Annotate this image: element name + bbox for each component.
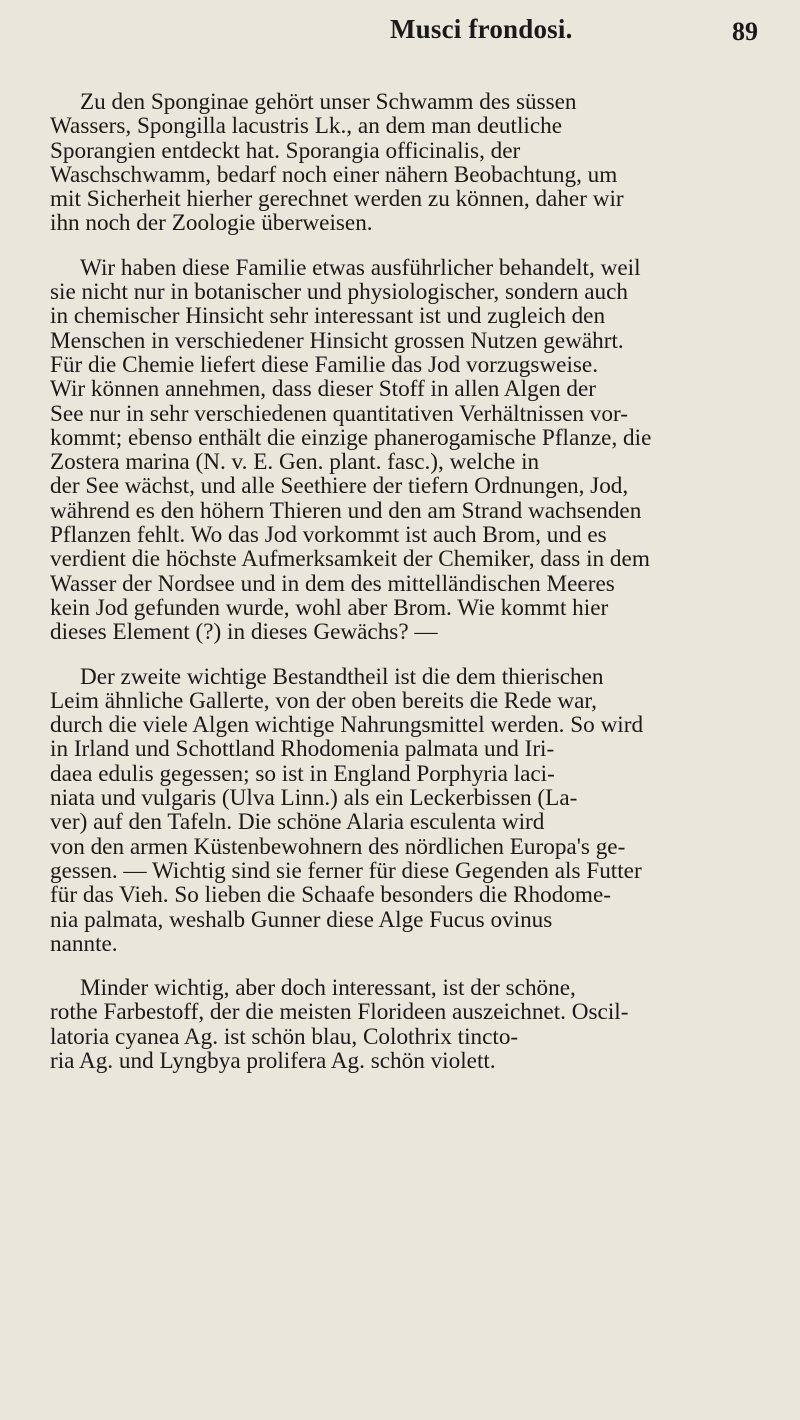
text-line: Menschen in verschiedener Hinsicht grossen Nutzen gewährt. xyxy=(50,327,624,354)
paragraph-gallerte xyxy=(50,665,786,957)
running-title: Musci frondosi. xyxy=(390,14,573,44)
text-line: niata und vulgaris (Ulva Linn.) als ein Leckerbissen (La- xyxy=(50,785,578,812)
text-line: dieses Element (?) in dieses Gewächs? — xyxy=(50,619,438,646)
body-text xyxy=(50,90,786,1073)
page-number: 89 xyxy=(732,17,758,46)
text-line: in Irland und Schottland Rhodomenia palmata und Iri- xyxy=(50,736,555,763)
paragraph-farbestoff xyxy=(50,976,786,1073)
text-line: ria Ag. und Lyngbya prolifera Ag. schön violett. xyxy=(50,1047,496,1074)
text-line: See nur in sehr verschiedenen quantitativen Verhältnissen vor- xyxy=(50,400,628,427)
text-line: gessen. — Wichtig sind sie ferner für diese Gegenden als Futter xyxy=(50,857,642,884)
text-line: latoria cyanea Ag. ist schön blau, Colothrix tincto- xyxy=(50,1023,519,1050)
text-line: rothe Farbestoff, der die meisten Florideen auszeichnet. Oscil- xyxy=(50,999,629,1026)
text-line: Wasser der Nordsee und in dem des mittelländischen Meeres xyxy=(50,570,615,597)
text-line: ver) auf den Tafeln. Die schöne Alaria esculenta wird xyxy=(50,809,545,836)
text-line: Waschschwamm, bedarf noch einer nähern Beobachtung, um xyxy=(50,161,618,188)
text-line: kommt; ebenso enthält die einzige phanerogamische Pflanze, die xyxy=(50,424,652,451)
text-line: durch die viele Algen wichtige Nahrungsmittel werden. So wird xyxy=(50,712,644,739)
text-line: mit Sicherheit hierher gerechnet werden zu können, daher wir xyxy=(50,186,624,213)
text-line: in chemischer Hinsicht sehr interessant ist und zugleich den xyxy=(50,303,606,330)
text-line: Für die Chemie liefert diese Familie das Jod vorzugsweise. xyxy=(50,351,598,378)
text-line: Pflanzen fehlt. Wo das Jod vorkommt ist auch Brom, und es xyxy=(50,522,607,549)
text-line: Zu den Sponginae gehört unser Schwamm des süssen xyxy=(80,89,577,115)
text-line: Wassers, Spongilla lacustris Lk., an dem man deutliche xyxy=(50,113,563,140)
paragraph-sponginae xyxy=(50,90,786,236)
text-line: für das Vieh. So lieben die Schaafe besonders die Rhodome- xyxy=(50,882,611,909)
text-line: ihn noch der Zoologie überweisen. xyxy=(50,210,373,237)
text-line: Sporangien entdeckt hat. Sporangia officinalis, der xyxy=(50,137,521,164)
text-line: Zostera marina (N. v. E. Gen. plant. fasc.), welche in xyxy=(50,449,540,476)
text-line: der See wächst, und alle Seethiere der tiefern Ordnungen, Jod, xyxy=(50,473,629,500)
text-line: sie nicht nur in botanischer und physiologischer, sondern auch xyxy=(50,279,628,306)
text-line: kein Jod gefunden wurde, wohl aber Brom. Wie kommt hier xyxy=(50,594,609,621)
text-line: daea edulis gegessen; so ist in England Porphyria laci- xyxy=(50,760,555,787)
text-line: nia palmata, weshalb Gunner diese Alge Fucus ovinus xyxy=(50,906,553,933)
text-line: während es den höhern Thieren und den am Strand wachsenden xyxy=(50,497,642,524)
text-line: Minder wichtig, aber doch interessant, ist der schöne, xyxy=(80,975,576,1002)
paragraph-chemistry xyxy=(50,256,786,645)
text-line: Der zweite wichtige Bestandtheil ist die dem thierischen xyxy=(80,663,604,690)
text-line: verdient die höchste Aufmerksamkeit der Chemiker, dass in dem xyxy=(50,546,650,573)
text-line: Wir haben diese Familie etwas ausführlicher behandelt, weil xyxy=(80,254,641,281)
text-line: Leim ähnliche Gallerte, von der oben bereits die Rede war, xyxy=(50,687,597,714)
text-line: Wir können annehmen, dass dieser Stoff in allen Algen der xyxy=(50,376,596,403)
text-line: von den armen Küstenbewohnern des nördlichen Europa's ge- xyxy=(50,833,626,860)
text-line: nannte. xyxy=(50,930,118,957)
